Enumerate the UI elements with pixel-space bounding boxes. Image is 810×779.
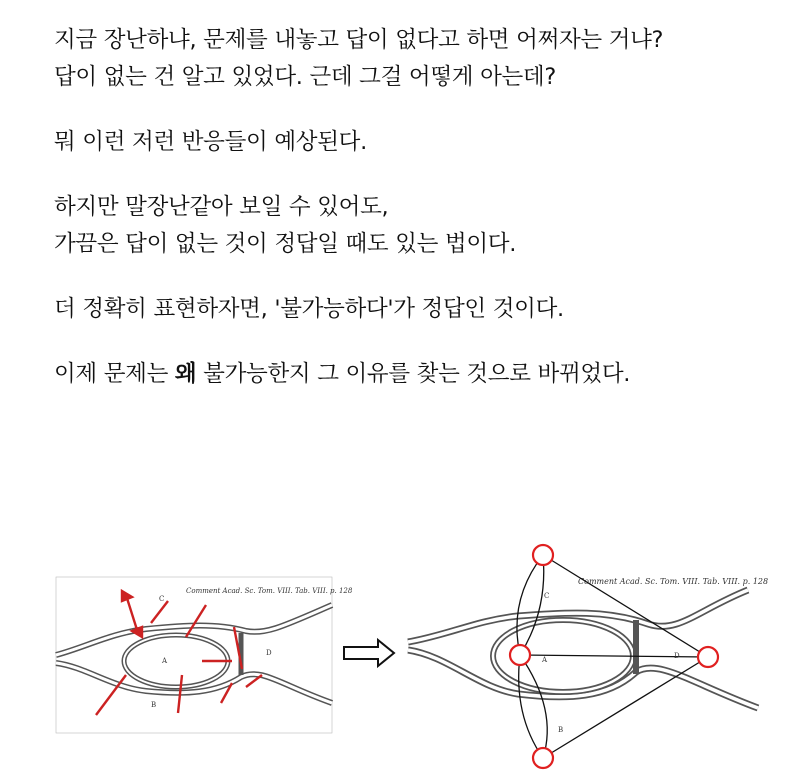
paragraph-5 [54, 356, 794, 393]
text-after: 불가능한지 그 이유를 찾는 것으로 바뀌었다. [196, 361, 631, 387]
node-b [533, 748, 553, 768]
label-b: B [151, 701, 157, 709]
konigsberg-graph-overlay [408, 540, 768, 775]
text-line: 지금 장난하냐, 문제를 내놓고 답이 없다고 하면 어쩌자는 거냐? [54, 27, 664, 53]
map-drawing [56, 575, 353, 735]
graph-drawing [408, 540, 768, 775]
paragraph-3 [54, 189, 794, 263]
text-before: 이제 문제는 [54, 361, 175, 387]
node-d [698, 647, 718, 667]
paragraph-4 [54, 291, 794, 328]
node-c [533, 545, 553, 565]
right-arrow-shape [340, 638, 398, 668]
graph-label-a: A [542, 656, 548, 664]
node-a [510, 645, 530, 665]
graph-label-d: D [674, 652, 680, 660]
text-line: 하지만 말장난같아 보일 수 있어도, [54, 194, 389, 220]
text-line: 답이 없는 건 알고 있었다. 근데 그걸 어떻게 아는데? [54, 64, 557, 90]
label-c: C [159, 595, 165, 603]
bold-word: 왜 [174, 361, 197, 387]
text-line: 뭐 이런 저런 반응들이 예상된다. [54, 129, 367, 155]
right-arrow-icon [340, 638, 398, 668]
text-line: 더 정확히 표현하자면, '불가능하다'가 정답인 것이다. [54, 296, 564, 322]
label-a: A [162, 657, 168, 665]
paragraph-2 [54, 124, 794, 161]
map-title: Comment Acad. Sc. Tom. VIII. Tab. VIII. p. 128 [186, 587, 353, 595]
graph-map-title: Comment Acad. Sc. Tom. VIII. Tab. VIII. p. 128 [578, 577, 769, 586]
graph-label-c: C [544, 592, 550, 600]
article-text [54, 22, 794, 421]
label-d: D [266, 649, 272, 657]
text-line: 가끔은 답이 없는 것이 정답일 때도 있는 법이다. [54, 231, 517, 257]
paragraph-1 [54, 22, 794, 96]
konigsberg-map-arrows [56, 575, 353, 735]
graph-label-b: B [558, 726, 564, 734]
text-line-emphasis [54, 356, 794, 393]
